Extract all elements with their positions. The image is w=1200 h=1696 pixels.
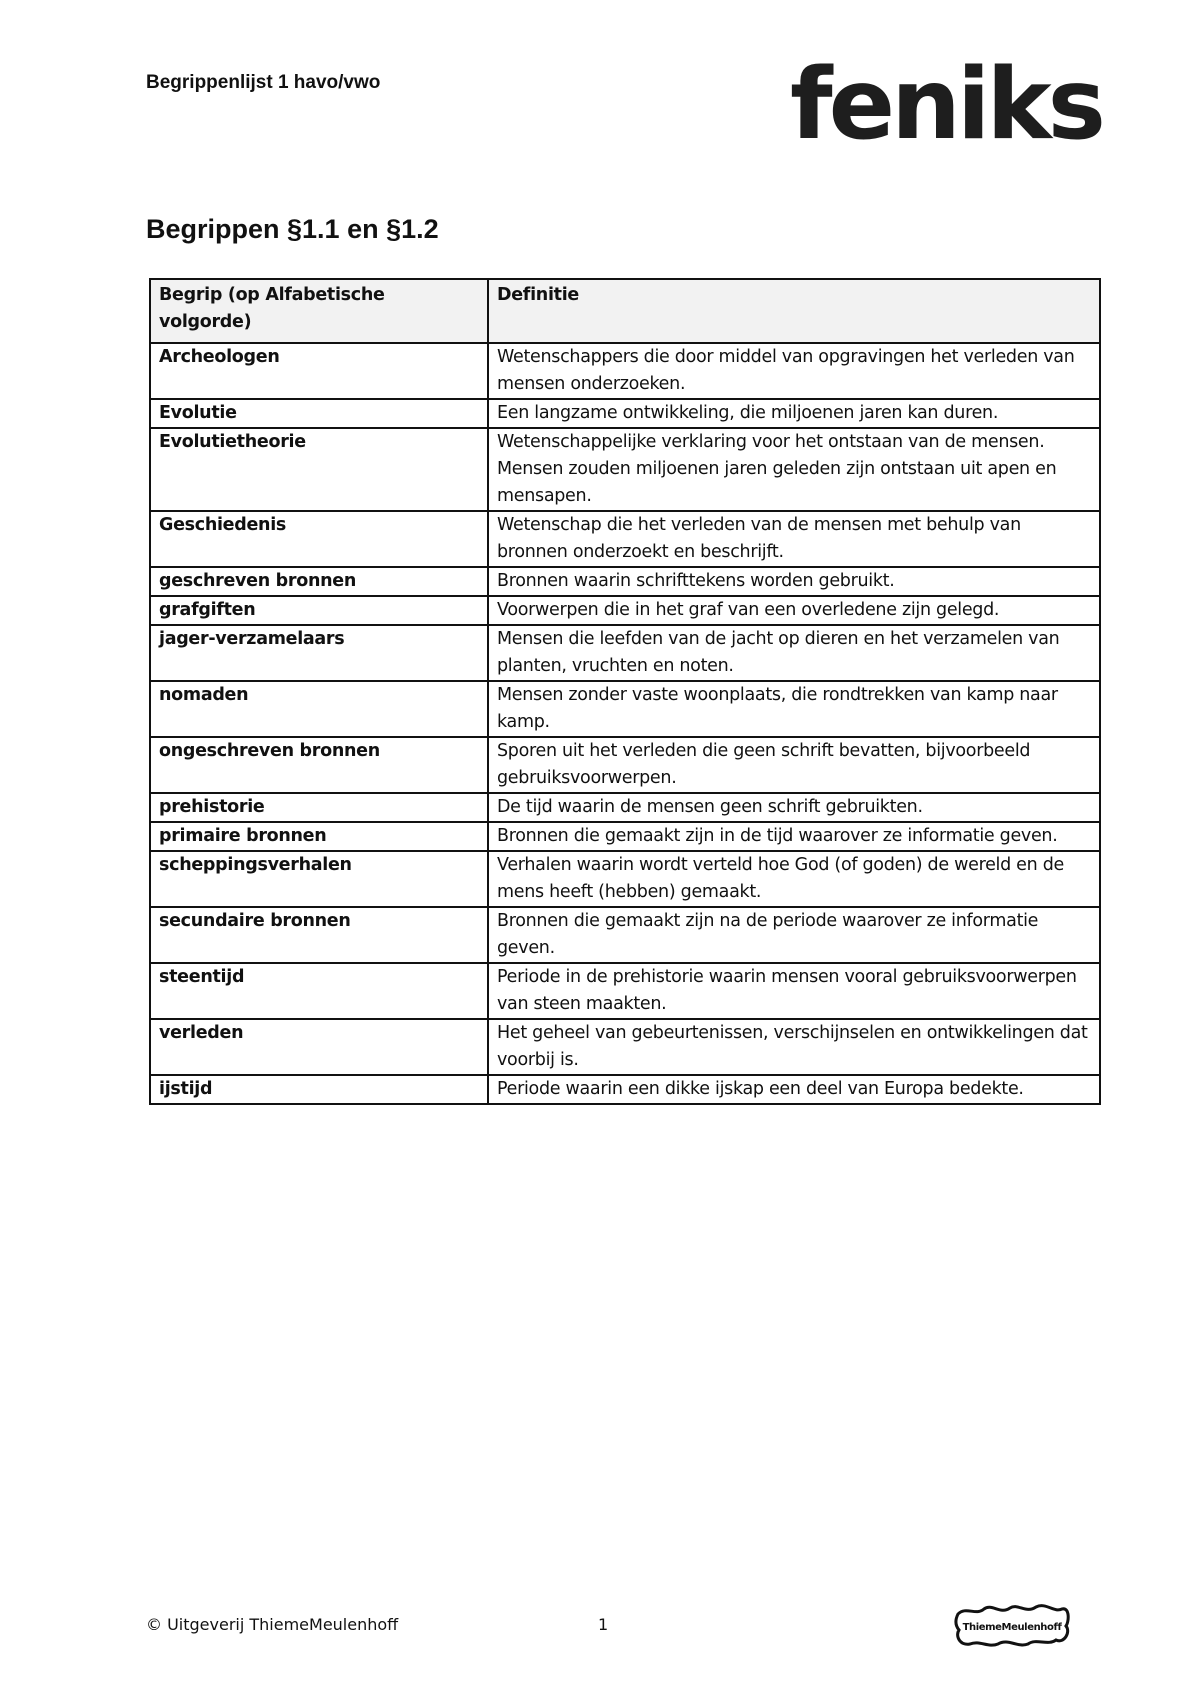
term-cell: verleden [150, 1019, 488, 1075]
term-cell: nomaden [150, 681, 488, 737]
table-row [150, 963, 1100, 1019]
table-header-row [150, 279, 1100, 343]
term-cell: ongeschreven bronnen [150, 737, 488, 793]
definition-cell: Bronnen waarin schrifttekens worden gebruikt. [488, 567, 1100, 596]
definition-cell: De tijd waarin de mensen geen schrift gebruikten. [488, 793, 1100, 822]
definition-cell: Voorwerpen die in het graf van een overledene zijn gelegd. [488, 596, 1100, 625]
term-cell: scheppingsverhalen [150, 851, 488, 907]
definition-cell: Verhalen waarin wordt verteld hoe God (of goden) de wereld en de mens heeft (hebben) gemaakt. [488, 851, 1100, 907]
table-row [150, 625, 1100, 681]
table-row [150, 737, 1100, 793]
definition-cell: Mensen zonder vaste woonplaats, die rondtrekken van kamp naar kamp. [488, 681, 1100, 737]
table-row [150, 343, 1100, 399]
term-cell: ijstijd [150, 1075, 488, 1104]
table-row [150, 511, 1100, 567]
definition-cell: Een langzame ontwikkeling, die miljoenen jaren kan duren. [488, 399, 1100, 428]
definition-cell: Bronnen die gemaakt zijn in de tijd waarover ze informatie geven. [488, 822, 1100, 851]
table-row [150, 567, 1100, 596]
definition-cell: Periode in de prehistorie waarin mensen vooral gebruiksvoorwerpen van steen maakten. [488, 963, 1100, 1019]
term-cell: prehistorie [150, 793, 488, 822]
table-row [150, 399, 1100, 428]
thiememeulenhoff-logo-text: ThiemeMeulenhoff [962, 1622, 1062, 1633]
term-cell: steentijd [150, 963, 488, 1019]
term-cell: primaire bronnen [150, 822, 488, 851]
term-cell: geschreven bronnen [150, 567, 488, 596]
definition-cell: Sporen uit het verleden die geen schrift bevatten, bijvoorbeeld gebruiksvoorwerpen. [488, 737, 1100, 793]
table-row [150, 428, 1100, 511]
table-row [150, 1075, 1100, 1104]
footer-copyright: © Uitgeverij ThiemeMeulenhoff [146, 1615, 399, 1634]
term-cell: jager-verzamelaars [150, 625, 488, 681]
term-cell: secundaire bronnen [150, 907, 488, 963]
term-cell: Evolutie [150, 399, 488, 428]
section-title: Begrippen §1.1 en §1.2 [146, 214, 439, 244]
thiememeulenhoff-logo [952, 1600, 1072, 1650]
footer-page-number: 1 [598, 1615, 609, 1634]
definition-cell: Wetenschappers die door middel van opgravingen het verleden van mensen onderzoeken. [488, 343, 1100, 399]
term-cell: Evolutietheorie [150, 428, 488, 511]
column-header-definition: Definitie [488, 279, 1100, 343]
table-row [150, 907, 1100, 963]
column-header-term: Begrip (op Alfabetische volgorde) [150, 279, 488, 343]
document-header-title: Begrippenlijst 1 havo/vwo [146, 72, 381, 93]
feniks-logo [790, 58, 1110, 158]
definition-cell: Wetenschappelijke verklaring voor het ontstaan van de mensen. Mensen zouden miljoenen jaren geleden zijn ontstaan uit apen en mensapen. [488, 428, 1100, 511]
table-row [150, 793, 1100, 822]
feniks-logo-text: feniks [790, 58, 1102, 158]
definition-cell: Periode waarin een dikke ijskap een deel van Europa bedekte. [488, 1075, 1100, 1104]
term-cell: Geschiedenis [150, 511, 488, 567]
table-row [150, 822, 1100, 851]
table-row [150, 851, 1100, 907]
definition-cell: Het geheel van gebeurtenissen, verschijnselen en ontwikkelingen dat voorbij is. [488, 1019, 1100, 1075]
term-cell: Archeologen [150, 343, 488, 399]
definition-cell: Wetenschap die het verleden van de mensen met behulp van bronnen onderzoekt en beschrijft. [488, 511, 1100, 567]
terms-table [149, 278, 1101, 1105]
table-row [150, 681, 1100, 737]
table-row [150, 596, 1100, 625]
definition-cell: Bronnen die gemaakt zijn na de periode waarover ze informatie geven. [488, 907, 1100, 963]
table-row [150, 1019, 1100, 1075]
term-cell: grafgiften [150, 596, 488, 625]
definition-cell: Mensen die leefden van de jacht op dieren en het verzamelen van planten, vruchten en noten. [488, 625, 1100, 681]
